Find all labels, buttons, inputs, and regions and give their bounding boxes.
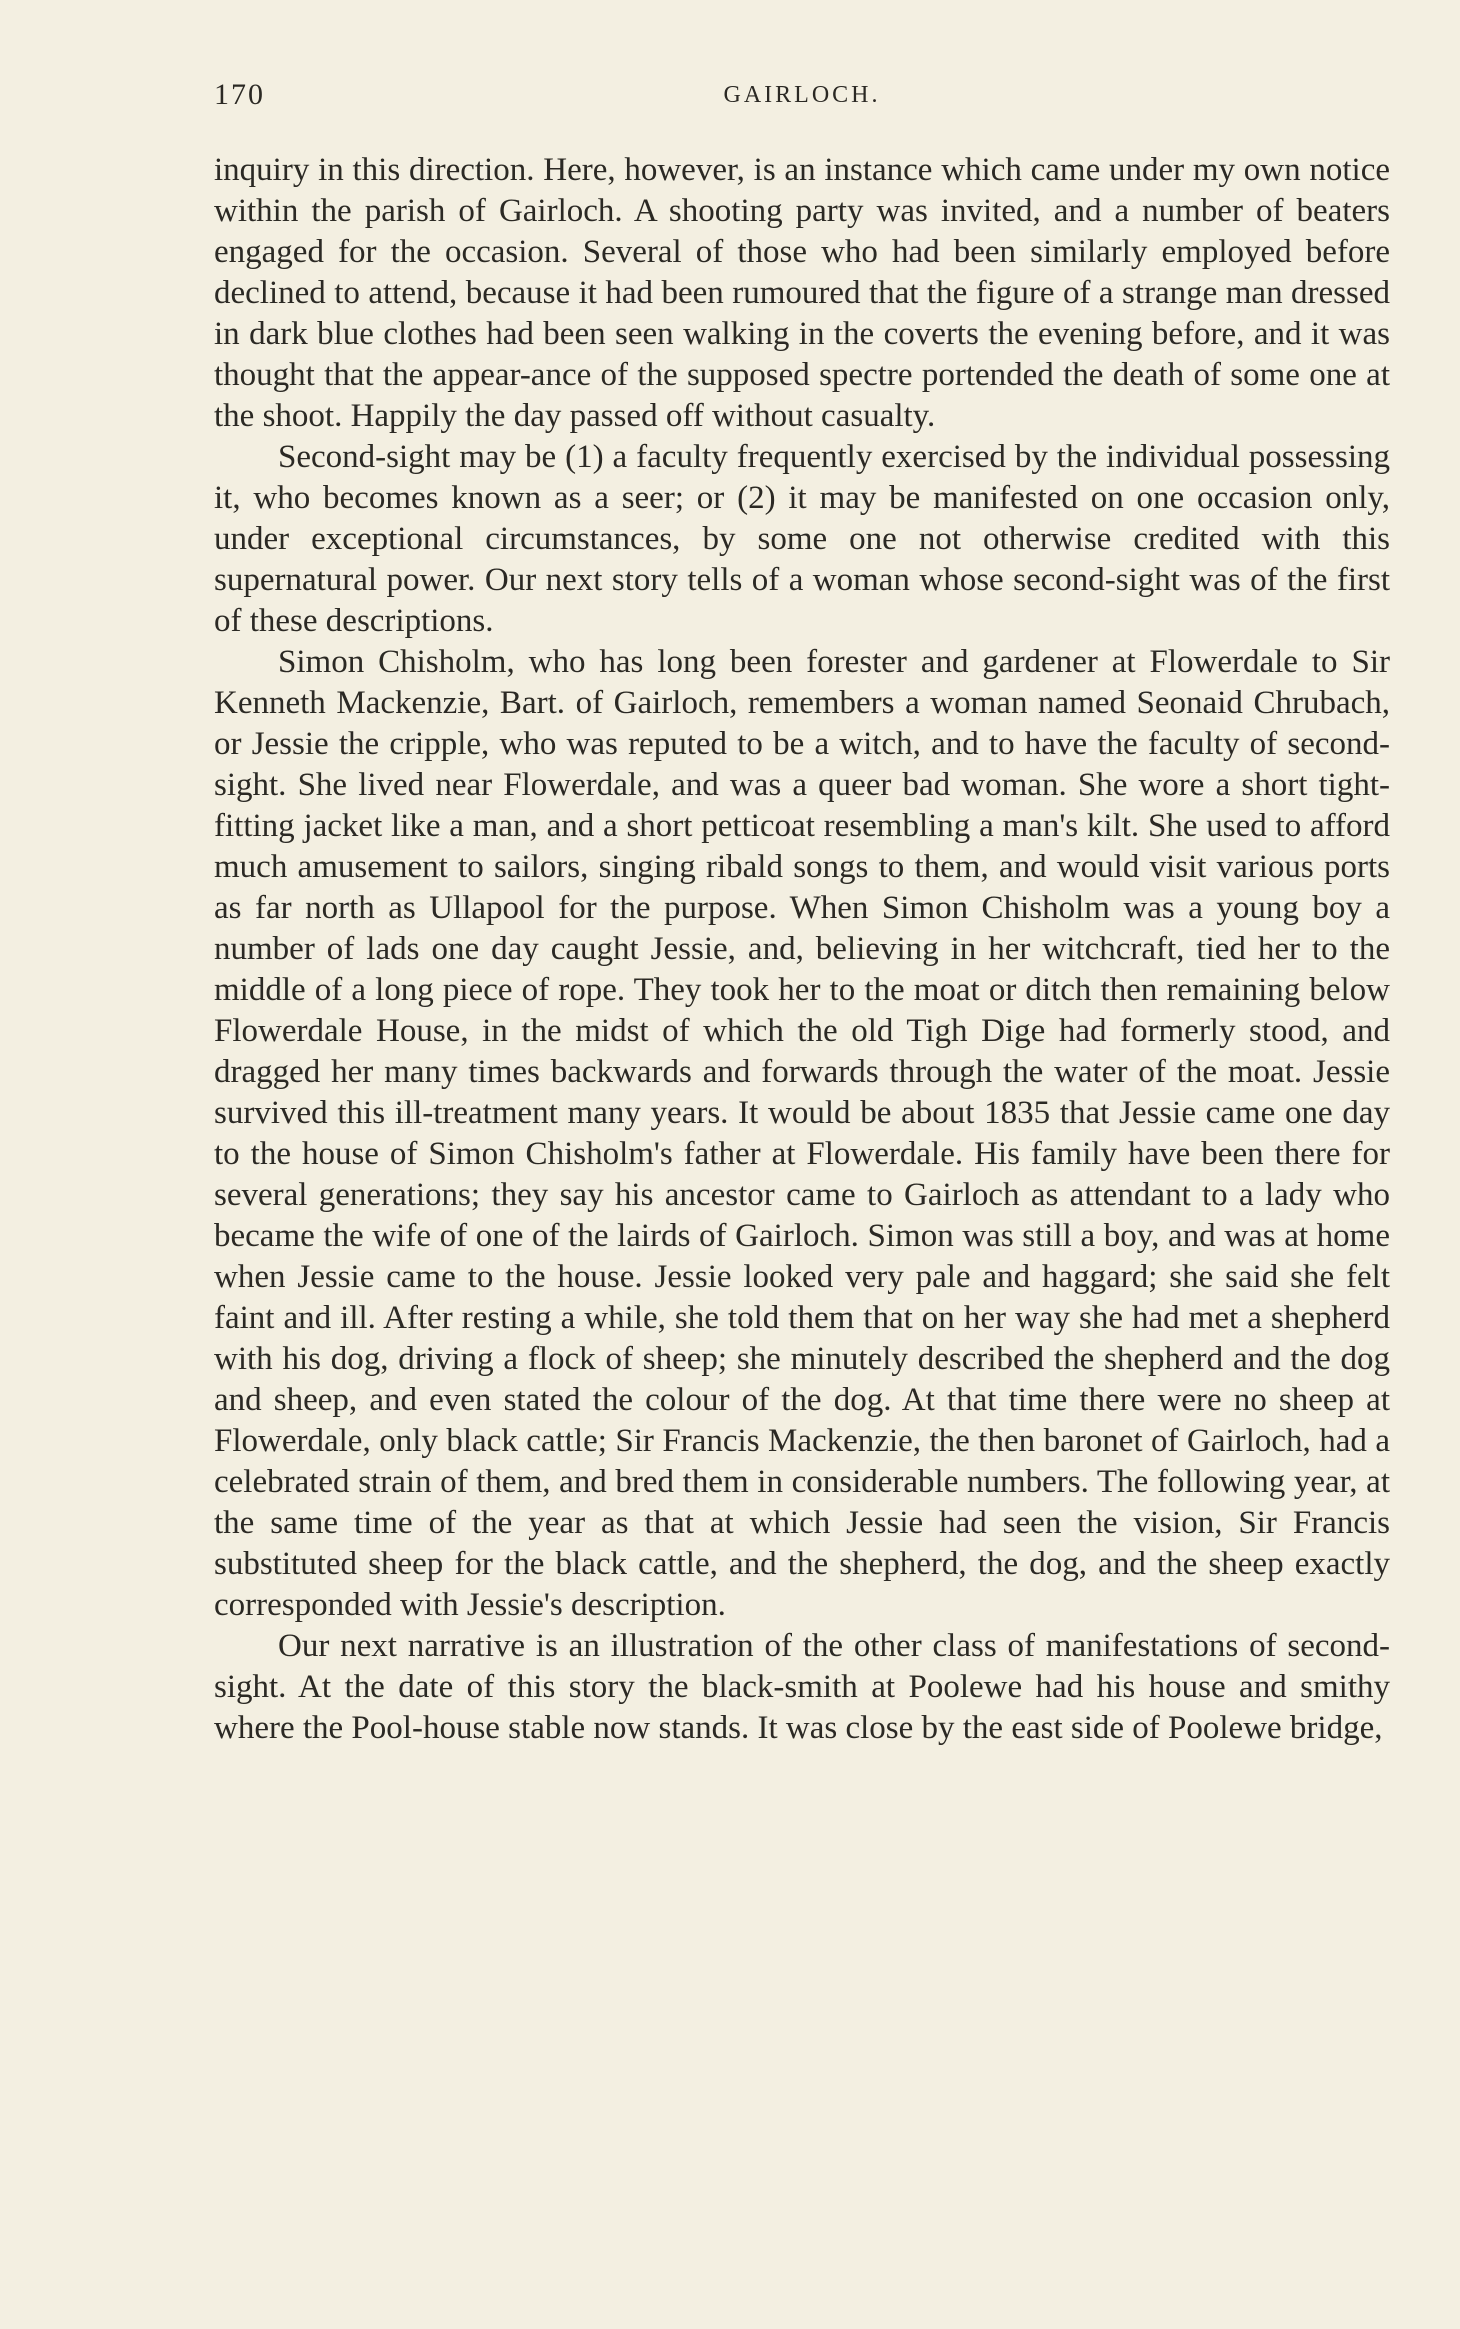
page-header [214, 78, 1390, 122]
paragraph-next-narrative: Our next narrative is an illustration of the other class of manifestations of second-sight. At the date of this story the black-smith at Poolewe had his house and smithy where the Pool-house stable now stands. It was close by the east side of Poolewe bridge, [214, 1628, 1390, 1746]
paragraph-second-sight-definition: Second-sight may be (1) a faculty frequently exercised by the individual possessing it, who becomes known as a seer; or (2) it may be manifested on one occasion only, under exceptional circumstances, by some one not otherwise credited with this supernatural power. Our next story tells of a woman whose second-sight was of the first of these descriptions. [214, 439, 1390, 639]
page-number: 170 [214, 78, 265, 111]
body-text [214, 150, 1390, 1749]
running-head: GAIRLOCH. [723, 82, 881, 108]
paragraph-shooting-party: inquiry in this direction. Here, however, is an instance which came under my own notice within the parish of Gairloch. A shooting party was invited, and a number of beaters engaged for the occasion. Several of those who had been similarly employed before declined to attend, because it had been rumoured that the figure of a strange man dressed in dark blue clothes had been seen walking in the coverts the evening before, and it was thought that the appear-ance of the supposed spectre portended the death of some one at the shoot. Happily the day passed off without casualty. [214, 152, 1390, 434]
paragraph-jessie-story: Simon Chisholm, who has long been forester and gardener at Flowerdale to Sir Kenneth Mackenzie, Bart. of Gairloch, remembers a woman named Seonaid Chrubach, or Jessie the cripple, who was reputed to be a witch, and to have the faculty of second-sight. She lived near Flowerdale, and was a queer bad woman. She wore a short tight-fitting jacket like a man, and a short petticoat resembling a man's kilt. She used to afford much amusement to sailors, singing ribald songs to them, and would visit various ports as far north as Ullapool for the purpose. When Simon Chisholm was a young boy a number of lads one day caught Jessie, and, believing in her witchcraft, tied her to the middle of a long piece of rope. They took her to the moat or ditch then remaining below Flowerdale House, in the midst of which the old Tigh Dige had formerly stood, and dragged her many times backwards and forwards through the water of the moat. Jessie survived this ill-treatment many years. It would be about 1835 that Jessie came one day to the house of Simon Chisholm's father at Flowerdale. His family have been there for several generations; they say his ancestor came to Gairloch as attendant to a lady who became the wife of one of the lairds of Gairloch. Simon was still a boy, and was at home when Jessie came to the house. Jessie looked very pale and haggard; she said she felt faint and ill. After resting a while, she told them that on her way she had met a shepherd with his dog, driving a flock of sheep; she minutely described the shepherd and the dog and sheep, and even stated the colour of the dog. At that time there were no sheep at Flowerdale, only black cattle; Sir Francis Mackenzie, the then baronet of Gairloch, had a celebrated strain of them, and bred them in considerable numbers. The following year, at the same time of the year as that at which Jessie had seen the vision, Sir Francis substituted sheep for the black cattle, and the shepherd, the dog, and the sheep exactly corresponded with Jessie's description. [214, 644, 1390, 1623]
